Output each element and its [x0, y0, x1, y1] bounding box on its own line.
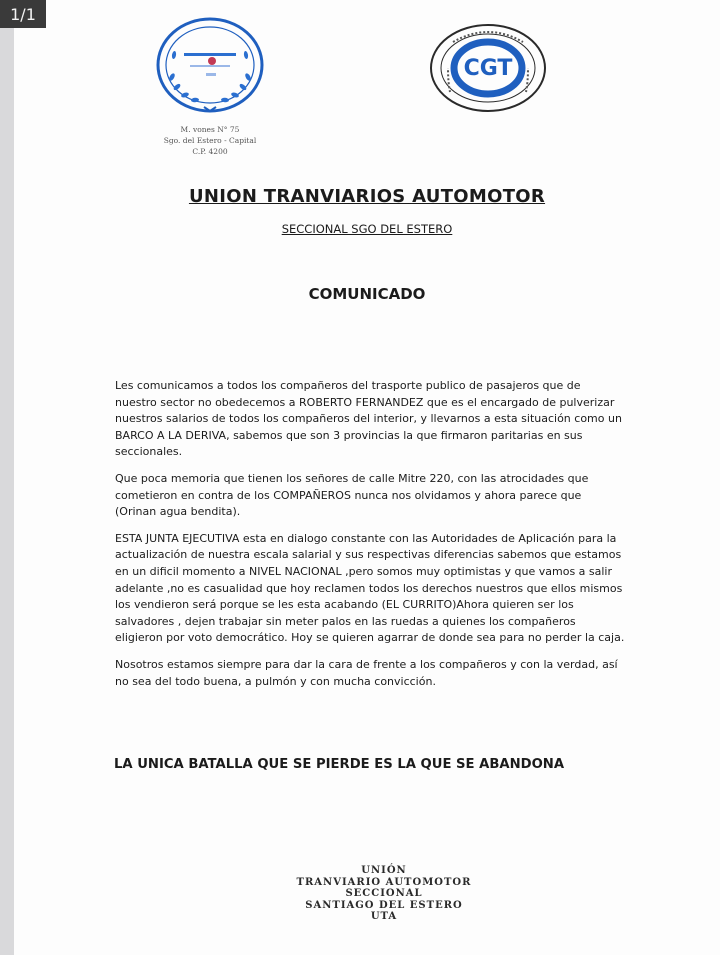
body-paragraph: Les comunicamos a todos los compañeros del trasporte publico de pasajeros que de nuestro sector no obedecemos a ROBERTO FERNANDEZ que es el encargado de pulverizar nuestros salarios de todos los compañeros del interior, y llevarnos a esta situación como un BARCO A LA DERIVA, sabemos que son 3 provincias la que firmaron paritarias en sus seccionales.	[115, 379, 622, 459]
communique-heading: COMUNICADO	[308, 285, 426, 303]
document-title: UNION TRANVIARIOS AUTOMOTOR	[188, 186, 546, 207]
body-paragraph: ESTA JUNTA EJECUTIVA esta en dialogo constante con las Autoridades de Aplicación para la actualización de nuestra escala salarial y sus respectivas diferencias sabemos que estamos en un dificil momento a NIVEL NACIONAL ,pero somos muy optimistas y que vamos a salir adelante ,no es casualidad que hoy reclamen todos los derechos nuestros que ellos mismos los vendieron será porque se les esta acabando (EL CURRITO)Ahora quieren ser los salvadores , dejen trabajar sin meter palos en las ruedas a quienes los compañeros eligieron por voto democrático. Hoy se quieren agarrar de donde sea para no perder la caja.	[115, 531, 625, 645]
closing-slogan: LA UNICA BATALLA QUE SE PIERDE ES LA QUE SE ABANDONA	[114, 757, 565, 772]
page-counter: 1/1	[0, 0, 46, 28]
document-page	[14, 0, 720, 955]
document-body	[115, 378, 625, 700]
union-stamp: UNIÓN TRANVIARIO AUTOMOTOR SECCIONAL SANTIAGO DEL ESTERO UTA	[296, 865, 472, 923]
union-emblem-logo	[154, 15, 266, 115]
union-address: M. vones N° 75 Sgo. del Estero - Capital C.P. 4200	[163, 125, 257, 156]
viewer-margin	[0, 0, 14, 955]
svg-text:CGT: CGT	[463, 56, 513, 81]
body-paragraph: Nosotros estamos siempre para dar la cara de frente a los compañeros y con la verdad, así no sea del todo buena, a pulmón y con mucha convicción.	[115, 657, 618, 688]
cgt-seal-logo	[428, 22, 548, 114]
body-paragraph: Que poca memoria que tienen los señores de calle Mitre 220, con las atrocidades que cometieron en contra de los COMPAÑEROS nunca nos olvidamos y ahora parece que (Orinan agua bendita).	[115, 471, 589, 519]
document-subtitle: SECCIONAL SGO DEL ESTERO	[281, 222, 453, 236]
